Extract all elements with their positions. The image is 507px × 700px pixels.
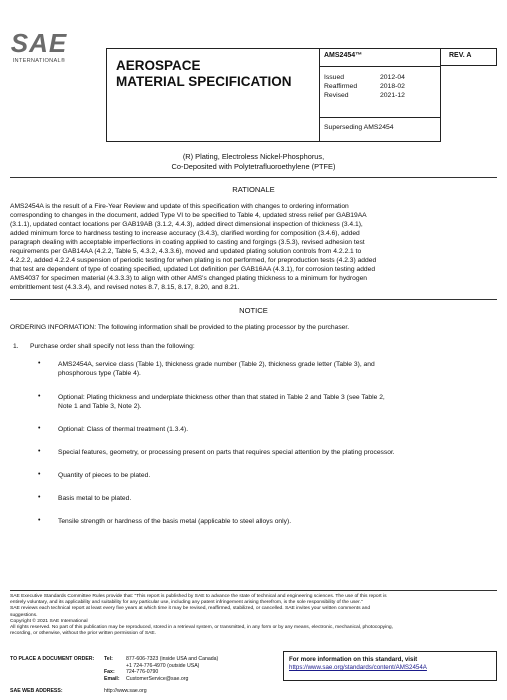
bullet-line: Optional: Class of thermal treatment (1.3.4). (58, 426, 189, 433)
web-link[interactable]: http://www.sae.org (104, 688, 147, 694)
footer-line: suggestions. (10, 612, 38, 618)
bullet-line: Special features, geometry, or processing present on parts that requires special attention by the plating processor. (58, 449, 395, 456)
superseding-note: Superseding AMS2454 (324, 124, 394, 131)
rationale-line: embrittlement test (4.3.3.4), and revised notes 8.7, 8.15, 8.17, 8.20, and 8.21. (10, 284, 240, 291)
spec-title-line1: AEROSPACE (116, 58, 201, 73)
bullet-line: Optional: Plating thickness and underplate thickness other than that stated in Table 2 and Table 3 (see Table 2, (58, 394, 385, 401)
standard-link[interactable]: https://www.sae.org/standards/content/AMS2454A (289, 664, 427, 671)
footer-line: All rights reserved. No part of this publication may be reproduced, stored in a retrieval system, or transmitted, in any form or by any means, electronic, mechanical, photocopying, (10, 625, 394, 631)
bullet-line: Note 1 and Table 3, Note 2). (58, 403, 142, 410)
notice-heading: NOTICE (239, 306, 268, 315)
ordering-lead: ORDERING INFORMATION: (10, 324, 97, 331)
item-text: Purchase order shall specify not less than the following: (30, 343, 195, 350)
footer-line: entirely voluntary, and its applicability and suitability for any particular use, including any patent infringement arising therefrom, is the sole responsibility of the user." (10, 600, 363, 606)
bullet-line: phosphorous type (Table 4). (58, 370, 141, 377)
issued-label: Issued (324, 74, 345, 81)
rationale-line: (3.1.1), updated contact locations per GAB19AB (3.1.2, 4.4.3), added direct dimensional inspection of thickness (3.4.1), (10, 221, 363, 228)
spec-title (116, 58, 292, 90)
reaffirmed-date: 2018-02 (380, 83, 405, 90)
email-label: Email: (104, 675, 120, 682)
date-table (324, 73, 434, 100)
revision-label: REV. A (449, 52, 472, 59)
email-link[interactable]: CustomerService@sae.org (126, 675, 189, 682)
bullet-marker: • (38, 471, 41, 478)
bullet-text (58, 494, 497, 503)
web-label: SAE WEB ADDRESS: (10, 688, 63, 694)
bullet-text (58, 425, 497, 434)
sae-logo (10, 30, 68, 64)
bullet-text (58, 393, 497, 411)
fax-label: Fax: (104, 669, 115, 676)
ordering-text: The following information shall be provided to the plating processor by the purchaser. (96, 324, 350, 331)
reaffirmed-label: Reaffirmed (324, 83, 358, 90)
tel-secondary[interactable]: +1 724-776-4970 (outside USA) (126, 662, 200, 669)
subtitle-line1: (R) Plating, Electroless Nickel-Phosphorus, (182, 152, 325, 161)
divider (320, 117, 440, 118)
order-contact-block (10, 656, 218, 682)
footer-line: SAE Executive Standards Committee Rules provide that: "This report is published by SAE to advance the state of technical and engineering sciences. The use of this report is (10, 594, 387, 599)
section-divider (10, 299, 497, 300)
logo-mark: SAE (10, 28, 68, 58)
revision-box (441, 48, 497, 66)
spec-title-box (106, 48, 319, 142)
bullet-text (58, 471, 497, 480)
rationale-line: corresponding to changes in the document, added Type VI to be specified to Table 4, updated stress relief per GAB19AA (10, 212, 367, 219)
footer-divider (10, 590, 497, 591)
bullet-text (58, 517, 497, 526)
subtitle-line2: Co-Deposited with Polytetrafluoroethylene (PTFE) (171, 162, 336, 171)
bullet-line: AMS2454A, service class (Table 1), thickness grade number (Table 2), thickness grade letter (Table 3), and (58, 361, 375, 368)
bullet-text (58, 448, 497, 457)
revised-row (324, 91, 434, 100)
bullet-text (58, 360, 497, 378)
bullet-line: Quantity of pieces to be plated. (58, 472, 151, 479)
doc-number: AMS2454™ (324, 52, 363, 59)
section-divider (10, 177, 497, 178)
rationale-paragraph (10, 202, 497, 292)
logo-subtext: INTERNATIONAL® (12, 58, 66, 64)
footer-line: SAE reviews each technical report at least every five years at which time it may be revised, reaffirmed, stabilized, or cancelled. SAE invites your written comments and (10, 606, 371, 612)
order-label: TO PLACE A DOCUMENT ORDER: (10, 656, 95, 662)
item-number: 1. (13, 343, 19, 350)
doc-info-box (319, 48, 441, 142)
fax-number: 724-776-0790 (126, 669, 159, 676)
rationale-line: AMS4037 for specimen material (4.3.3.3) to align with other AMS's changed plating thickness to a minimum for hydrogen (10, 275, 368, 282)
bullet-marker: • (38, 425, 41, 432)
bullet-line: Tensile strength or hardness of the basis metal (applicable to steel alloys only). (58, 518, 292, 525)
spec-title-line2: MATERIAL SPECIFICATION (116, 74, 292, 89)
bullet-line: Basis metal to be plated. (58, 495, 132, 502)
tel-primary[interactable]: 877-606-7323 (inside USA and Canada) (126, 656, 219, 662)
rationale-heading: RATIONALE (232, 185, 275, 194)
revised-label: Revised (324, 92, 349, 99)
rationale-line: added minimum force to hardness testing to increase accuracy (3.4.3), clarified wording for composition (3.4.6), added (10, 230, 360, 237)
rationale-line: that test are dependent of type of coating specified, updated Lot definition per GAB16AA (4.3.1), for corrosion testing added (10, 266, 376, 273)
issued-date: 2012-04 (380, 74, 405, 81)
footer-legal-text (10, 594, 497, 637)
rationale-line: AMS2454A is the result of a Fire-Year Review and update of this specification with changes to ordering information (10, 203, 349, 210)
bullet-marker: • (38, 494, 41, 501)
bullet-marker: • (38, 448, 41, 455)
issued-row (324, 73, 434, 82)
rationale-line: 4.2.2.2, added 4.2.2.4 suspension of periodic testing for when plating is not performed, for preproduction tests (4.2.3) added (10, 257, 377, 264)
rationale-line: requirements per GAB14AA (4.2.2, Table 5, 4.3.2, 4.3.3.6), moved and updated plating solution controls from 4.2.2.1 to (10, 248, 362, 255)
footer-line: Copyright © 2021 SAE International (10, 618, 88, 624)
bullet-marker: • (38, 360, 41, 367)
more-info-box (283, 651, 497, 681)
ordering-information (10, 323, 497, 332)
document-subtitle (0, 152, 507, 172)
revised-date: 2021-12 (380, 92, 405, 99)
tel-label: Tel: (104, 656, 113, 662)
divider (320, 66, 440, 67)
web-address-row (10, 688, 147, 694)
reaffirmed-row (324, 82, 434, 91)
rationale-line: paragraph dealing with acceptable imperfections in coating applied to casting and forgings (3.5.3), revised adhesion test (10, 239, 365, 246)
bullet-marker: • (38, 517, 41, 524)
footer-line: recording, or otherwise, without the prior written permission of SAE. (10, 631, 156, 637)
info-title: For more information on this standard, visit (289, 656, 418, 663)
bullet-marker: • (38, 393, 41, 400)
